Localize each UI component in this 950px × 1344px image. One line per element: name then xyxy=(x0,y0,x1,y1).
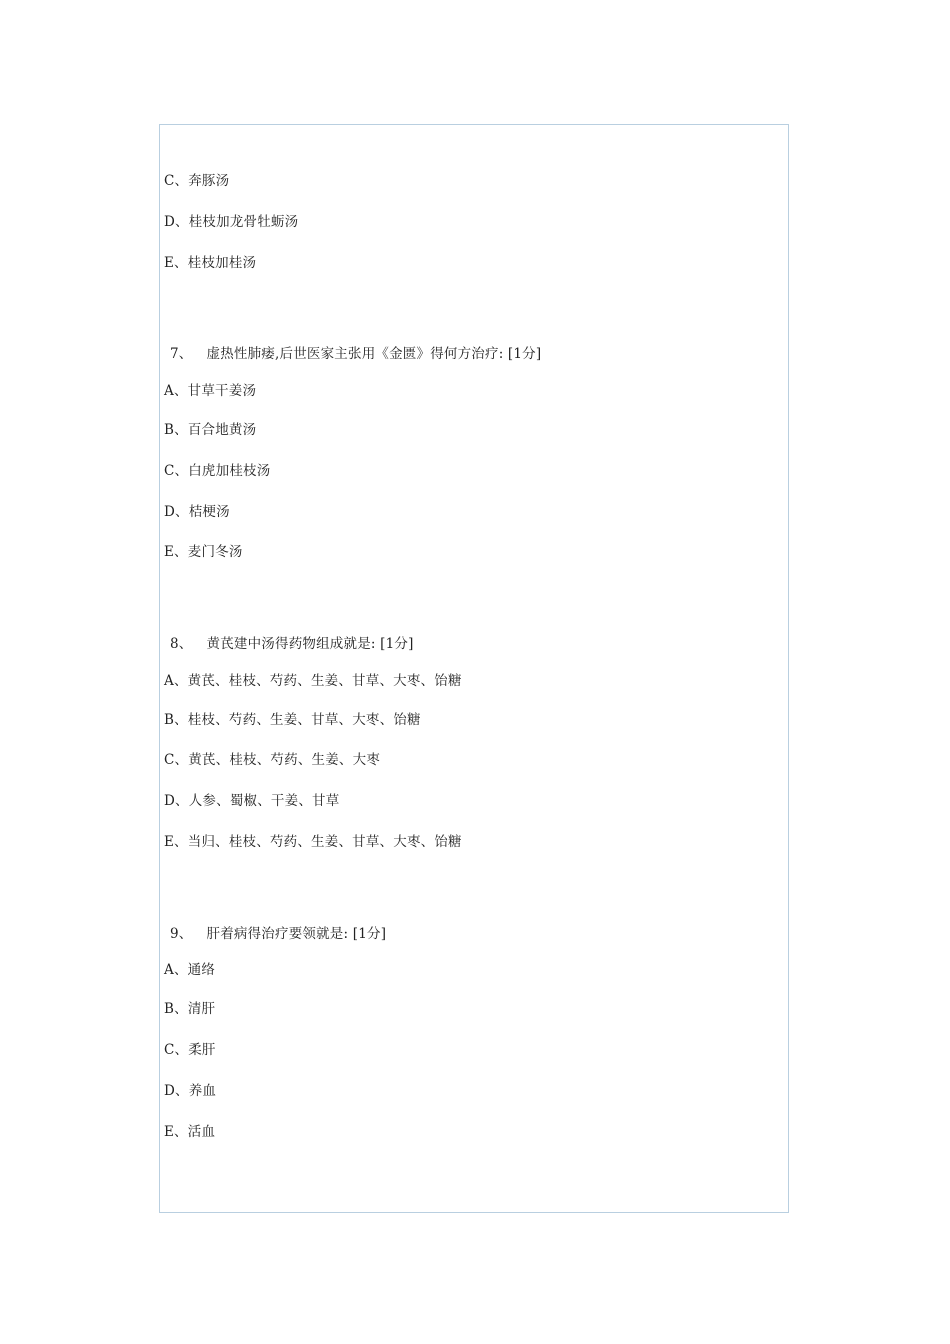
option-a: A、通络 xyxy=(164,962,216,978)
option-b: B、清肝 xyxy=(164,1001,216,1017)
question-number: 8、 xyxy=(170,636,193,652)
option-e: E、桂枝加桂汤 xyxy=(164,255,257,271)
question-text: 黄芪建中汤得药物组成就是: [1分] xyxy=(206,636,414,652)
option-e: E、活血 xyxy=(164,1124,216,1140)
option-a: A、黄芪、桂枝、芍药、生姜、甘草、大枣、饴糖 xyxy=(164,673,462,689)
question-number: 9、 xyxy=(170,926,193,942)
option-c: C、柔肝 xyxy=(164,1042,216,1058)
option-c: C、奔豚汤 xyxy=(164,173,230,189)
question-9 xyxy=(170,926,386,942)
question-text: 肝着病得治疗要领就是: [1分] xyxy=(206,926,387,942)
question-7 xyxy=(170,346,541,362)
option-c: C、黄芪、桂枝、芍药、生姜、大枣 xyxy=(164,752,381,768)
option-c: C、白虎加桂枝汤 xyxy=(164,463,271,479)
option-b: B、百合地黄汤 xyxy=(164,422,257,438)
question-8 xyxy=(170,636,414,652)
option-e: E、麦门冬汤 xyxy=(164,544,243,560)
option-d: D、人参、蜀椒、干姜、甘草 xyxy=(164,793,340,809)
question-number: 7、 xyxy=(170,346,193,362)
option-a: A、甘草干姜汤 xyxy=(164,383,257,399)
option-b: B、桂枝、芍药、生姜、甘草、大枣、饴糖 xyxy=(164,712,421,728)
option-d: D、养血 xyxy=(164,1083,217,1099)
option-d: D、桔梗汤 xyxy=(164,504,230,520)
question-frame xyxy=(159,124,789,1213)
question-text: 虚热性肺痿,后世医家主张用《金匮》得何方治疗: [1分] xyxy=(206,346,542,362)
option-d: D、桂枝加龙骨牡蛎汤 xyxy=(164,214,299,230)
option-e: E、当归、桂枝、芍药、生姜、甘草、大枣、饴糖 xyxy=(164,834,462,850)
